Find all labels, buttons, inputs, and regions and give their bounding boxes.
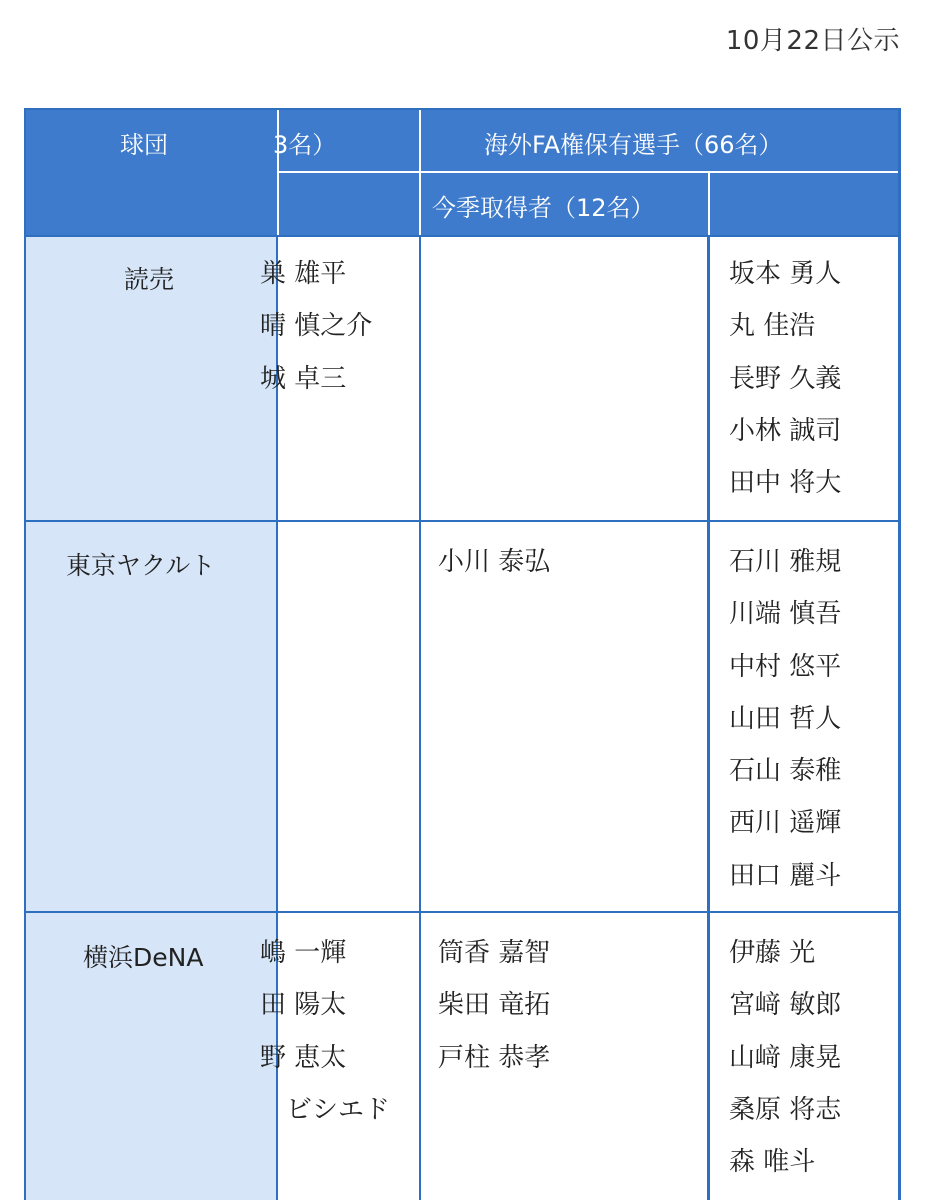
player-name: ビシエド xyxy=(286,1094,391,1125)
team-name: 横浜DeNA xyxy=(83,943,204,972)
player-name: 石川 雅規 xyxy=(729,547,842,577)
player-name: 石山 泰稚 xyxy=(729,756,842,787)
player-name: 巣 雄平 xyxy=(260,259,347,289)
player-name: 森 唯斗 xyxy=(729,1147,816,1178)
header-domestic-label-clip xyxy=(273,118,419,162)
domestic-names xyxy=(260,248,372,405)
player-name: 小川 泰弘 xyxy=(438,547,551,577)
player-name: 田 陽太 xyxy=(260,990,347,1021)
player-name: 野 恵太 xyxy=(260,1042,347,1073)
player-name: 戸柱 恭孝 xyxy=(438,1042,551,1073)
domestic-names xyxy=(260,927,390,1136)
player-name: 山﨑 康晃 xyxy=(729,1042,842,1073)
player-name: 坂本 勇人 xyxy=(729,259,842,289)
overseas-new-names xyxy=(438,536,550,588)
player-name: 山田 哲人 xyxy=(729,703,842,734)
domestic-names-clip xyxy=(260,248,419,408)
player-name: 嶋 一輝 xyxy=(260,938,347,968)
overseas-other-names xyxy=(729,248,841,509)
player-name: 長野 久義 xyxy=(729,363,842,394)
header-team-label: 球団 xyxy=(120,131,168,159)
player-name: 中村 悠平 xyxy=(729,651,842,682)
team-name: 読売 xyxy=(124,265,175,294)
header-overseas-new-label: 今季取得者（12名） xyxy=(432,194,655,222)
player-name: 田口 麗斗 xyxy=(729,860,842,891)
team-name: 東京ヤクルト xyxy=(66,551,216,580)
player-name: 桑原 将志 xyxy=(729,1094,842,1125)
overseas-other-names xyxy=(729,536,841,902)
player-name: 田中 将大 xyxy=(729,468,842,499)
player-name: 宮﨑 敏郎 xyxy=(729,990,842,1021)
overseas-other-names xyxy=(729,927,841,1188)
player-name: 小林 誠司 xyxy=(729,415,842,446)
date-label: 10月22日公示 xyxy=(725,26,900,56)
player-name: 丸 佳浩 xyxy=(729,311,816,342)
player-name: 柴田 竜拓 xyxy=(438,990,551,1021)
header-overseas-label: 海外FA権保有選手（66名） xyxy=(484,131,783,159)
player-name: 川端 慎吾 xyxy=(729,599,842,630)
player-name: 伊藤 光 xyxy=(729,938,816,968)
overseas-new-names xyxy=(438,927,550,1084)
player-name: 西川 遥輝 xyxy=(729,808,842,839)
player-name: 筒香 嘉智 xyxy=(438,938,551,968)
domestic-names-clip xyxy=(260,927,419,1139)
player-name: 城 卓三 xyxy=(260,363,347,394)
header-domestic-label: 3名） xyxy=(273,131,337,159)
player-name: 晴 慎之介 xyxy=(260,311,373,342)
